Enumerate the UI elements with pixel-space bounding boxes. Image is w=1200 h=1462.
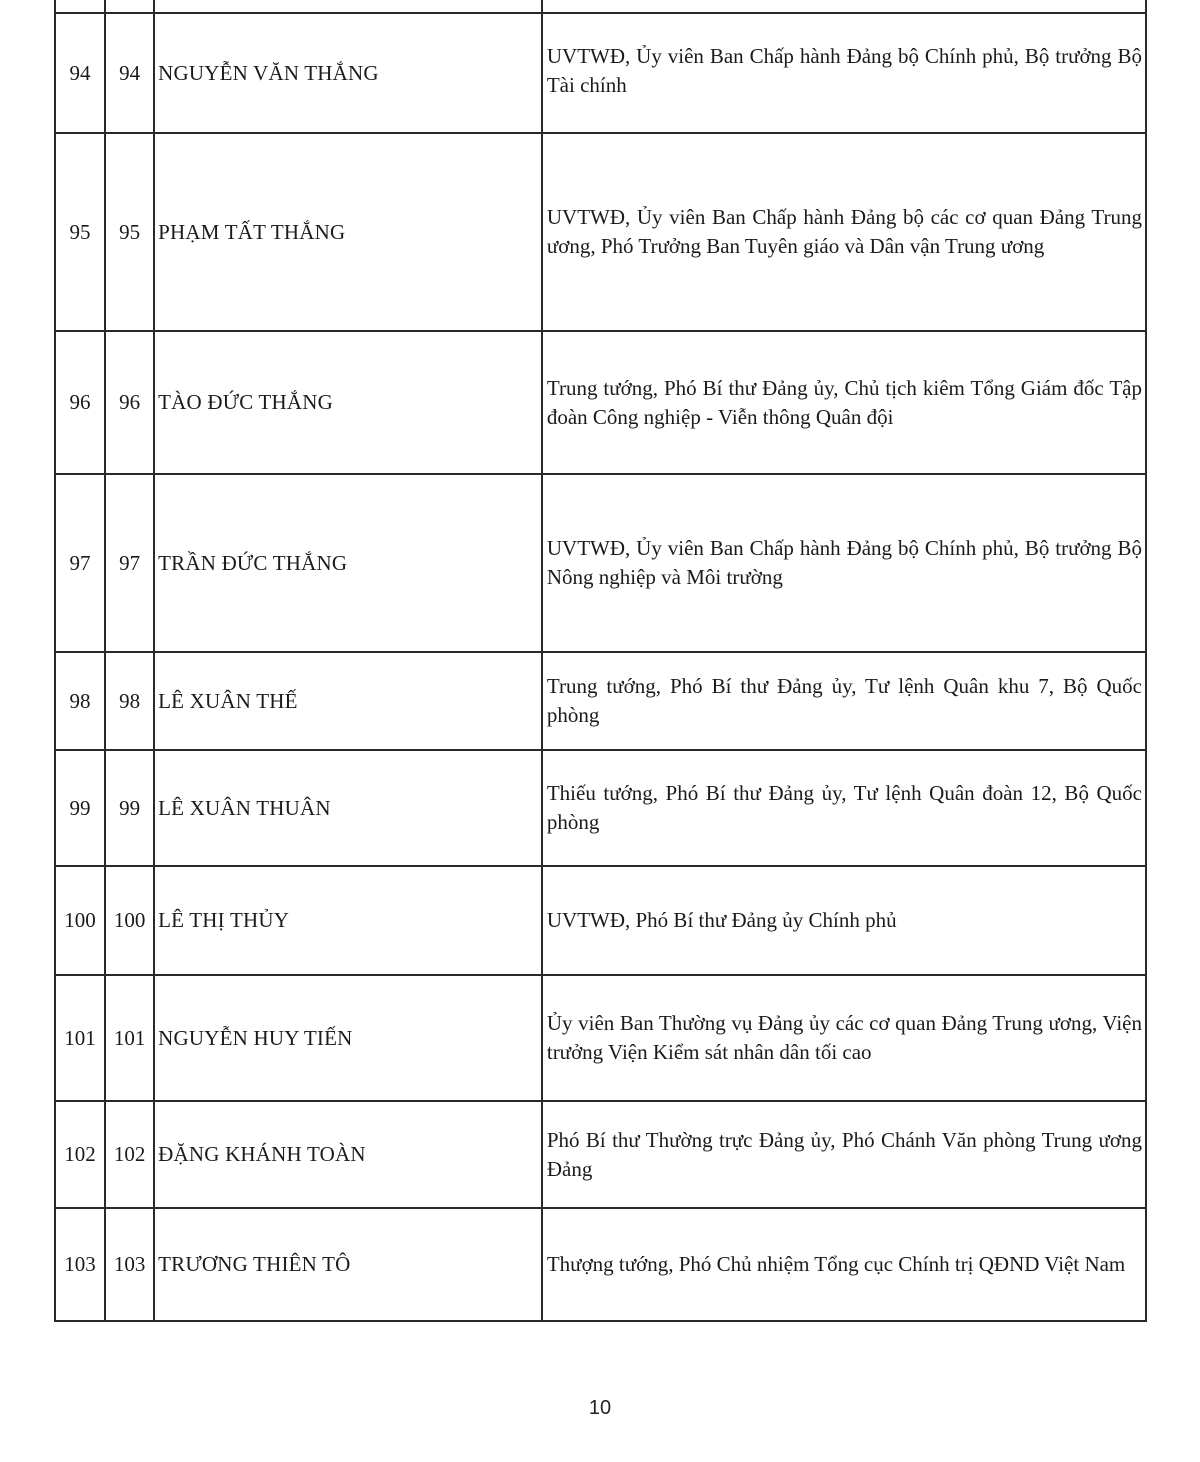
page-number: 10 bbox=[588, 1397, 612, 1419]
row-index: 97 bbox=[55, 474, 105, 652]
list-number: 101 bbox=[105, 975, 154, 1101]
position-title: Thượng tướng, Phó Chủ nhiệm Tổng cục Chính trị QĐND Việt Nam bbox=[542, 1208, 1146, 1321]
row-index: 102 bbox=[55, 1101, 105, 1208]
row-index: 99 bbox=[55, 750, 105, 866]
table-row bbox=[55, 750, 1146, 866]
row-index bbox=[55, 0, 105, 13]
person-name: TÀO ĐỨC THẮNG bbox=[154, 331, 542, 474]
table-row bbox=[55, 0, 1146, 13]
row-index: 100 bbox=[55, 866, 105, 975]
person-name: LÊ THỊ THỦY bbox=[154, 866, 542, 975]
list-number: 94 bbox=[105, 13, 154, 133]
position-title: Trung tướng, Phó Bí thư Đảng ủy, Chủ tịch kiêm Tổng Giám đốc Tập đoàn Công nghiệp - Viễn thông Quân đội bbox=[542, 331, 1146, 474]
table-row bbox=[55, 1208, 1146, 1321]
list-number bbox=[105, 0, 154, 13]
position-title: UVTWĐ, Ủy viên Ban Chấp hành Đảng bộ Chính phủ, Bộ trưởng Bộ Nông nghiệp và Môi trường bbox=[542, 474, 1146, 652]
person-name: ĐẶNG KHÁNH TOÀN bbox=[154, 1101, 542, 1208]
list-number: 103 bbox=[105, 1208, 154, 1321]
table-row bbox=[55, 133, 1146, 331]
position-title: Phó Bí thư Thường trực Đảng ủy, Phó Chánh Văn phòng Trung ương Đảng bbox=[542, 1101, 1146, 1208]
position-title: UVTWĐ, Ủy viên Ban Chấp hành Đảng bộ Chính phủ, Bộ trưởng Bộ Tài chính bbox=[546, 44, 1142, 97]
position-title: UVTWĐ, Ủy viên Ban Chấp hành Đảng bộ các cơ quan Đảng Trung ương, Phó Trưởng Ban Tuyên giáo và Dân vận Trung ương bbox=[542, 133, 1146, 331]
row-index: 96 bbox=[55, 331, 105, 474]
row-index: 94 bbox=[55, 13, 105, 133]
table-row bbox=[55, 474, 1146, 652]
delegate-table bbox=[54, 0, 1147, 1322]
table-row bbox=[55, 331, 1146, 474]
list-number: 95 bbox=[105, 133, 154, 331]
list-number: 102 bbox=[105, 1101, 154, 1208]
position-cell bbox=[542, 13, 1146, 133]
position-title bbox=[542, 0, 1146, 13]
position-title: Ủy viên Ban Thường vụ Đảng ủy các cơ quan Đảng Trung ương, Viện trưởng Viện Kiểm sát nhân dân tối cao bbox=[542, 975, 1146, 1101]
list-number: 100 bbox=[105, 866, 154, 975]
list-number: 97 bbox=[105, 474, 154, 652]
list-number: 96 bbox=[105, 331, 154, 474]
row-index: 98 bbox=[55, 652, 105, 750]
table-row bbox=[55, 13, 1146, 133]
person-name: TRẦN ĐỨC THẮNG bbox=[154, 474, 542, 652]
person-name bbox=[154, 0, 542, 13]
position-title: Trung tướng, Phó Bí thư Đảng ủy, Tư lệnh Quân khu 7, Bộ Quốc phòng bbox=[542, 652, 1146, 750]
table-row bbox=[55, 866, 1146, 975]
list-number: 99 bbox=[105, 750, 154, 866]
person-name: TRƯƠNG THIÊN TÔ bbox=[154, 1208, 542, 1321]
position-title: Thiếu tướng, Phó Bí thư Đảng ủy, Tư lệnh Quân đoàn 12, Bộ Quốc phòng bbox=[542, 750, 1146, 866]
list-number: 98 bbox=[105, 652, 154, 750]
row-index: 101 bbox=[55, 975, 105, 1101]
person-name: PHẠM TẤT THẮNG bbox=[154, 133, 542, 331]
row-index: 103 bbox=[55, 1208, 105, 1321]
person-name: NGUYỄN VĂN THẮNG bbox=[154, 13, 542, 133]
row-index: 95 bbox=[55, 133, 105, 331]
table-row bbox=[55, 1101, 1146, 1208]
person-name: LÊ XUÂN THUÂN bbox=[154, 750, 542, 866]
table-row bbox=[55, 652, 1146, 750]
person-name: NGUYỄN HUY TIẾN bbox=[154, 975, 542, 1101]
person-name: LÊ XUÂN THẾ bbox=[154, 652, 542, 750]
table-row bbox=[55, 975, 1146, 1101]
position-title: UVTWĐ, Phó Bí thư Đảng ủy Chính phủ bbox=[542, 866, 1146, 975]
